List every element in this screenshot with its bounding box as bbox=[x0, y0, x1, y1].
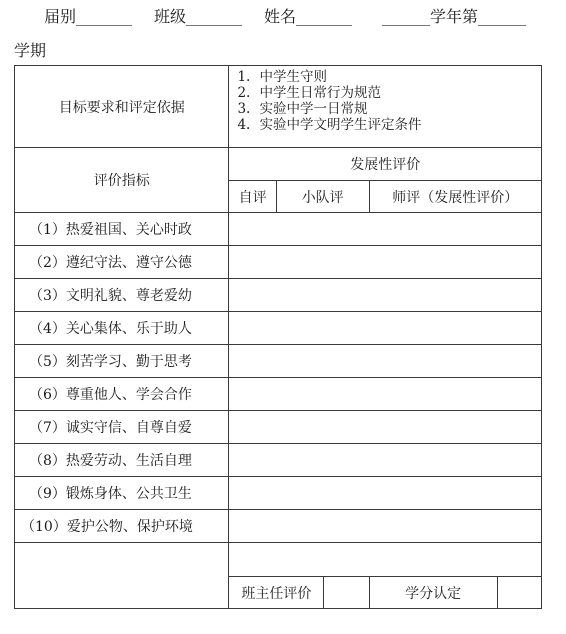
summary-blank-wide[interactable] bbox=[229, 543, 542, 577]
indicator-eval-cell[interactable] bbox=[229, 246, 542, 279]
basis-item-1: 1. 中学生守则 bbox=[237, 69, 327, 85]
indicator-eval-cell[interactable] bbox=[229, 213, 542, 246]
grade-field[interactable]: 届别_______ bbox=[44, 7, 133, 26]
indicator-eval-cell[interactable] bbox=[229, 312, 542, 345]
self-eval-label: 自评 bbox=[229, 181, 276, 213]
indicator-row bbox=[15, 213, 542, 246]
school-year-field[interactable]: ______学年第______ bbox=[382, 7, 527, 26]
credit-label: 学分认定 bbox=[369, 577, 497, 609]
indicator-row bbox=[15, 411, 542, 444]
indicator-label: （8）热爱劳动、生活自理 bbox=[15, 444, 229, 477]
indicator-eval-cell[interactable] bbox=[229, 345, 542, 378]
indicator-label: （6）尊重他人、学会合作 bbox=[15, 378, 229, 411]
indicator-eval-cell[interactable] bbox=[229, 444, 542, 477]
indicator-label: （2）遵纪守法、遵守公德 bbox=[15, 246, 229, 279]
indicator-row bbox=[15, 279, 542, 312]
class-field[interactable]: 班级_______ bbox=[154, 7, 243, 26]
indicator-label: （3）文明礼貌、尊老爱幼 bbox=[15, 279, 229, 312]
head-teacher-eval-cell[interactable] bbox=[324, 577, 369, 609]
basis-item-2: 2. 中学生日常行为规范 bbox=[237, 85, 381, 101]
indicator-label: （1）热爱祖国、关心时政 bbox=[15, 213, 229, 246]
team-eval-label: 小队评 bbox=[276, 181, 369, 213]
indicator-eval-cell[interactable] bbox=[229, 279, 542, 312]
indicator-label: （7）诚实守信、自尊自爱 bbox=[15, 411, 229, 444]
indicator-row bbox=[15, 510, 542, 543]
blank-row bbox=[15, 543, 542, 577]
basis-list bbox=[229, 66, 542, 148]
indicator-label: （4）关心集体、乐于助人 bbox=[15, 312, 229, 345]
indicator-eval-cell[interactable] bbox=[229, 411, 542, 444]
indicator-label: （10）爱护公物、保护环境 bbox=[15, 510, 229, 543]
indicator-label: （5）刻苦学习、勤于思考 bbox=[15, 345, 229, 378]
eval-header-row bbox=[15, 148, 542, 181]
indicators-label: 评价指标 bbox=[15, 148, 229, 213]
indicator-label: （9）锻炼身体、公共卫生 bbox=[15, 477, 229, 510]
name-field[interactable]: 姓名_______ bbox=[264, 7, 353, 26]
indicator-row bbox=[15, 345, 542, 378]
basis-row bbox=[15, 66, 542, 148]
basis-item-3: 3. 实验中学一日常规 bbox=[237, 101, 368, 117]
head-teacher-eval-label: 班主任评价 bbox=[229, 577, 324, 609]
indicator-row bbox=[15, 246, 542, 279]
indicator-row bbox=[15, 378, 542, 411]
summary-blank-cell bbox=[15, 543, 229, 609]
dev-eval-label: 发展性评价 bbox=[229, 148, 542, 181]
teacher-eval-label: 师评（发展性评价） bbox=[369, 181, 541, 213]
basis-item-4: 4. 实验中学文明学生评定条件 bbox=[237, 117, 422, 133]
indicator-eval-cell[interactable] bbox=[229, 477, 542, 510]
indicator-eval-cell[interactable] bbox=[229, 510, 542, 543]
term-suffix: 学期 bbox=[14, 41, 47, 60]
indicator-row bbox=[15, 444, 542, 477]
goal-label: 目标要求和评定依据 bbox=[15, 66, 229, 148]
indicator-row bbox=[15, 477, 542, 510]
evaluation-form-table bbox=[14, 65, 542, 609]
credit-cell[interactable] bbox=[497, 577, 541, 609]
indicator-eval-cell[interactable] bbox=[229, 378, 542, 411]
header-fields bbox=[0, 4, 566, 28]
indicator-row bbox=[15, 312, 542, 345]
